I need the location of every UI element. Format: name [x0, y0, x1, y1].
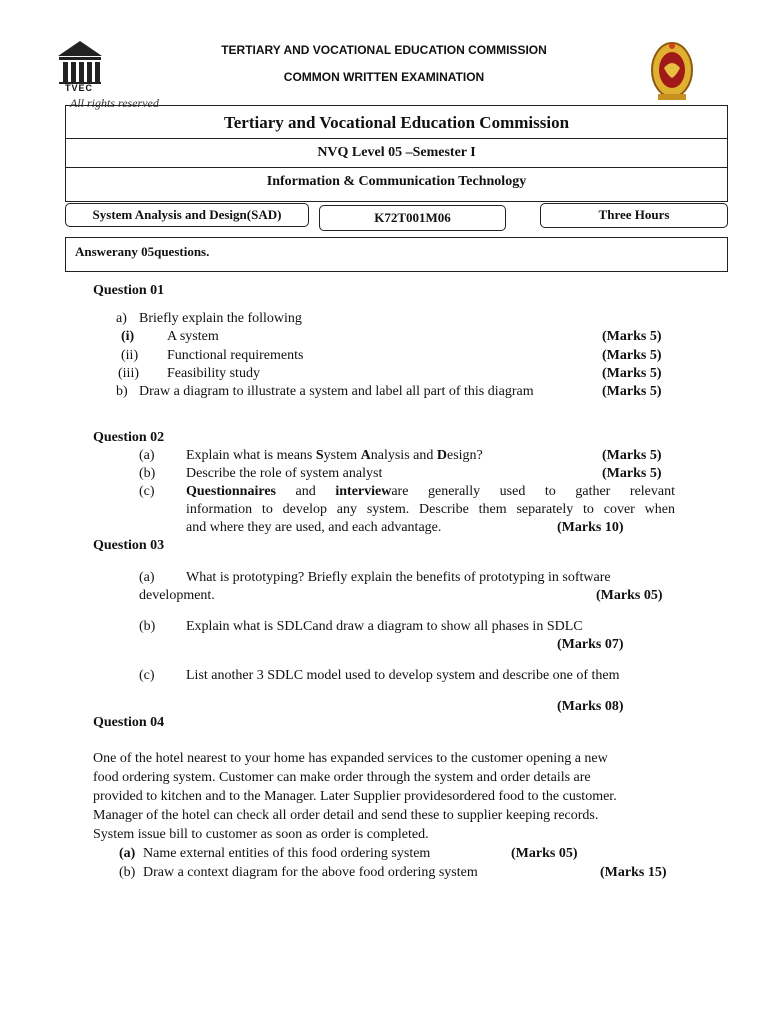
instructions-box	[65, 237, 728, 272]
q1-b-label: b)	[116, 384, 128, 399]
q4-b-marks: (Marks 15)	[600, 865, 667, 880]
q1-ii-text: Functional requirements	[167, 348, 304, 363]
q4-para-line: One of the hotel nearest to your home has expanded services to the customer opening a new	[93, 751, 608, 766]
q4-para-line: Manager of the hotel can check all order detail and send these to supplier keeping records.	[93, 808, 599, 823]
q1-iii-text: Feasibility study	[167, 366, 260, 381]
q4-a-text: Name external entities of this food ordering system	[143, 846, 431, 861]
q4-b-text: Draw a context diagram for the above food ordering system	[143, 865, 478, 880]
q2-a-marks: (Marks 5)	[602, 448, 662, 463]
commission-heading: TERTIARY AND VOCATIONAL EDUCATION COMMISSION	[221, 43, 547, 57]
national-emblem	[650, 38, 694, 102]
q1-a-text: Briefly explain the following	[139, 311, 302, 326]
rights-notice: All rights reserved	[70, 96, 159, 110]
q1-i-text: A system	[167, 329, 219, 344]
exam-duration: Three Hours	[540, 203, 728, 228]
q1-b-marks: (Marks 5)	[602, 384, 662, 399]
q1-iii-num: (iii)	[118, 366, 139, 381]
q4-para-line: food ordering system. Customer can make order through the system and order details are	[93, 770, 591, 785]
module-code: K72T001M06	[319, 205, 506, 231]
q1-ii-marks: (Marks 5)	[602, 348, 662, 363]
q2-b-text: Describe the role of system analyst	[186, 466, 383, 481]
q3-a-text: What is prototyping? Briefly explain the benefits of prototyping in software	[186, 570, 611, 585]
q2-c-marks: (Marks 10)	[557, 520, 624, 535]
q1-a-label: a)	[116, 311, 127, 326]
q1-ii-num: (ii)	[121, 348, 139, 363]
q2-c-line-2: information to develop any system. Describe them separately to cover when	[186, 502, 675, 517]
q2-c-label: (c)	[139, 484, 155, 499]
q3-c-marks: (Marks 08)	[557, 699, 624, 714]
q4-a-marks: (Marks 05)	[511, 846, 578, 861]
q1-b-text: Draw a diagram to illustrate a system and label all part of this diagram	[139, 384, 534, 399]
exam-heading: COMMON WRITTEN EXAMINATION	[283, 70, 485, 84]
module-name: System Analysis and Design(SAD)	[65, 203, 309, 227]
q3-b-label: (b)	[139, 619, 156, 634]
q4-para-line: provided to kitchen and to the Manager. Later Supplier providesordered food to the customer.	[93, 789, 617, 804]
q4-b-label: (b)	[119, 865, 136, 880]
q4-a-label: (a)	[119, 846, 136, 861]
q3-a-marks: (Marks 05)	[596, 588, 663, 603]
instructions-text: Answerany 05questions.	[75, 244, 210, 259]
q2-c-line-1: Questionnaires and intervieware generally used to gather relevant	[186, 484, 675, 499]
q2-b-label: (b)	[139, 466, 156, 481]
q2-b-marks: (Marks 5)	[602, 466, 662, 481]
q3-a-label: (a)	[139, 570, 155, 585]
q3-b-text: Explain what is SDLCand draw a diagram to show all phases in SDLC	[186, 619, 583, 634]
commission-title: Tertiary and Vocational Education Commission	[66, 108, 727, 139]
question-01-title: Question 01	[93, 283, 165, 298]
question-02-title: Question 02	[93, 430, 165, 445]
question-04-title: Question 04	[93, 715, 165, 730]
q3-a-text-2: development.	[139, 588, 215, 603]
q3-b-marks: (Marks 07)	[557, 637, 624, 652]
subject-title: Information & Communication Technology	[266, 174, 527, 189]
question-03-title: Question 03	[93, 538, 165, 553]
title-box	[65, 105, 728, 202]
q2-c-line-3: and where they are used, and each advantage.	[186, 520, 442, 535]
q1-i-marks: (Marks 5)	[602, 329, 662, 344]
q3-c-text: List another 3 SDLC model used to develop system and describe one of them	[186, 668, 620, 683]
q4-para-line: System issue bill to customer as soon as order is completed.	[93, 827, 429, 842]
logo-text: TVEC	[65, 83, 94, 93]
level-title: NVQ Level 05 –Semester I	[66, 139, 727, 168]
q1-i-num: (i)	[121, 329, 135, 344]
q3-c-label: (c)	[139, 668, 155, 683]
q2-a-label: (a)	[139, 448, 155, 463]
q2-a-text: Explain what is means System Analysis and Design?	[186, 448, 483, 463]
q4-paragraph	[93, 749, 683, 844]
q1-iii-marks: (Marks 5)	[602, 366, 662, 381]
